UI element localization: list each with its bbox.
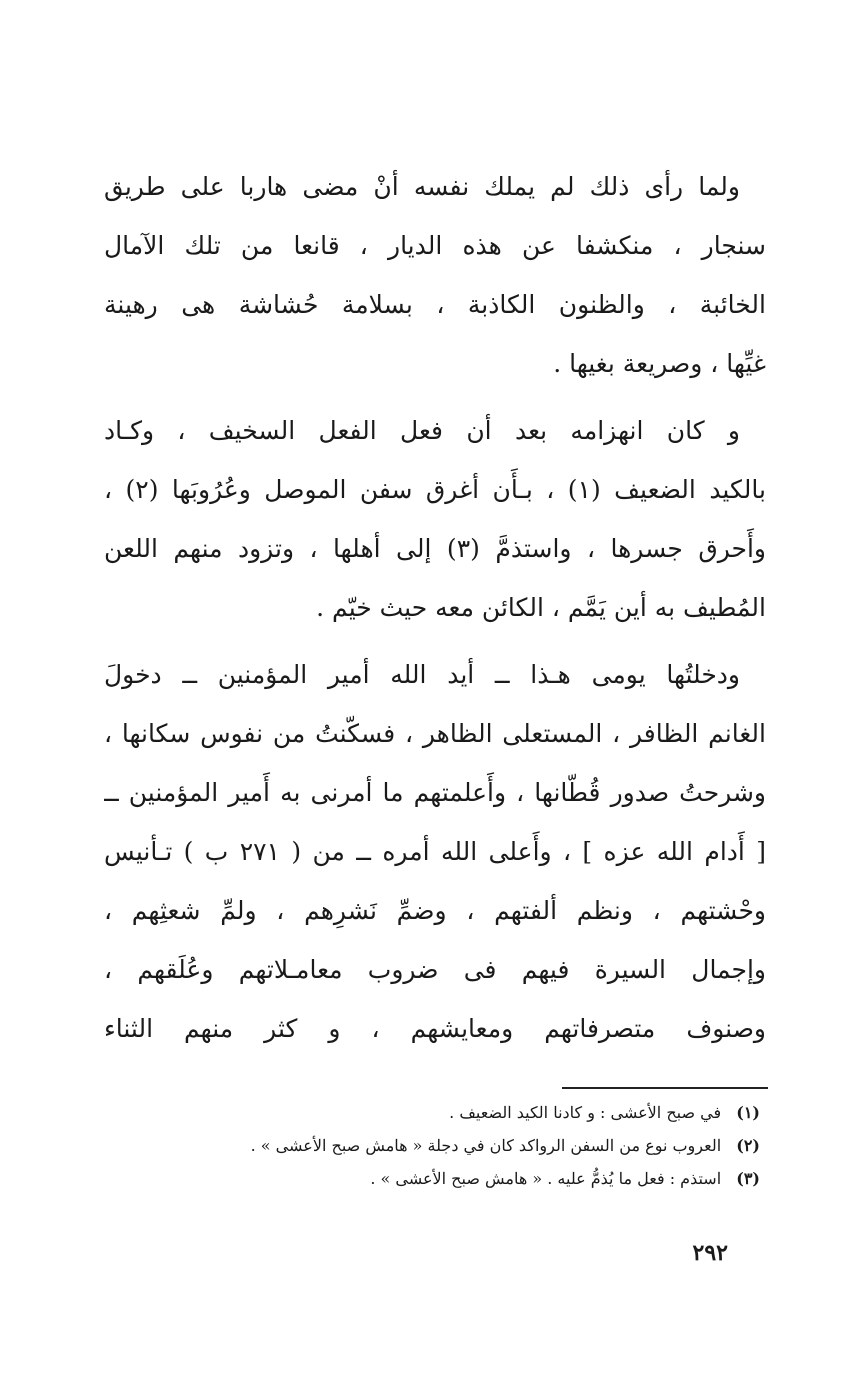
footnote-text: في صبح الأعشى : و كادنا الكيد الضعيف . (449, 1103, 722, 1122)
text-line: غيِّها ، وصريعة بغيها . (553, 349, 766, 378)
footnote-text: استذم : فعل ما يُذمُّ عليه . « هامش صبح الأعشى » . (370, 1169, 722, 1188)
paragraph-2 (104, 401, 766, 637)
footnote-number: (٣) (736, 1169, 760, 1188)
footnotes (200, 1096, 760, 1195)
page-number: ٢٩٢ (692, 1240, 728, 1266)
footnote (200, 1129, 760, 1162)
text-line: وصنوف متصرفاتهم ومعايشهم ، و كثر منهم الثناء (104, 1014, 766, 1043)
text-line: المُطيف به أين يَمَّم ، الكائن معه حيث خيّم . (316, 593, 766, 622)
text-line: وإجمال السيرة فيهم فى ضروب معامـلاتهم وعُلَقهم ، (104, 955, 766, 984)
paragraph-3 (104, 645, 766, 1058)
text-line: بالكيد الضعيف (١) ، بـأَن أغرق سفن الموصل وعُرُوبَها (٢) ، (104, 475, 766, 504)
footnote-separator (562, 1087, 768, 1089)
footnote-number: (٢) (736, 1136, 760, 1155)
text-line: وأَحرق جسرها ، واستذمَّ (٣) إلى أهلها ، وتزود منهم اللعن (104, 534, 766, 563)
text-line: ودخلتُها يومى هـذا ــ أيد الله أمير المؤمنين ــ دخولَ (104, 660, 740, 689)
footnote-text: العروب نوع من السفن الرواكد كان في دجلة « هامش صبح الأعشى » . (250, 1136, 722, 1155)
text-line: سنجار ، منكشفا عن هذه الديار ، قانعا من تلك الآمال (104, 231, 766, 260)
text-line: و كان انهزامه بعد أن فعل الفعل السخيف ، وكـاد (104, 416, 740, 445)
text-line: الخائبة ، والظنون الكاذبة ، بسلامة حُشاشة هى رهينة (104, 290, 766, 319)
text-line: ولما رأى ذلك لم يملك نفسه أنْ مضى هاربا على طريق (104, 172, 740, 201)
footnote (200, 1096, 760, 1129)
paragraph-1 (104, 157, 766, 393)
text-line: وشرحتُ صدور قُطّانها ، وأَعلمتهم ما أمرنى به أَمير المؤمنين ــ (104, 778, 766, 807)
footnote (200, 1162, 760, 1195)
footnote-number: (١) (736, 1103, 760, 1122)
text-line: [ أَدام الله عزه ] ، وأَعلى الله أمره ــ من ( ٢٧١ ب ) تـأنيس (104, 837, 766, 866)
text-line: الغانم الظافر ، المستعلى الظاهر ، فسكّنتُ من نفوس سكانها ، (104, 719, 766, 748)
text-line: وحْشتهم ، ونظم ألفتهم ، وضمِّ نَشرِهم ، ولمِّ شعثِهم ، (104, 896, 766, 925)
